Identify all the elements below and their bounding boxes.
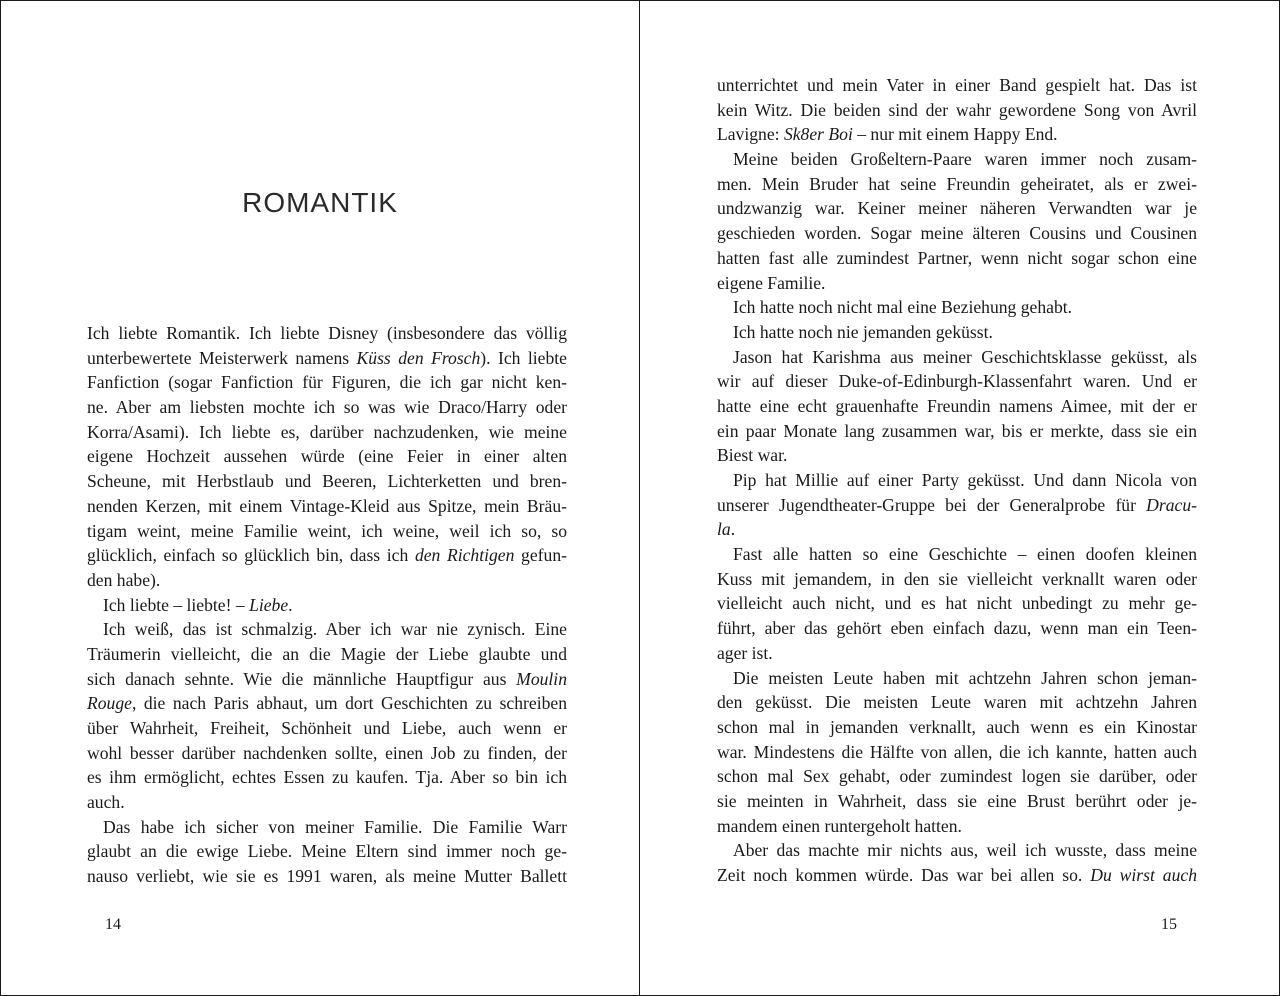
text-line: unterbewertete Meisterwerk namens Küss den Frosch). Ich liebte bbox=[87, 347, 567, 368]
text-line: über Wahrheit, Freiheit, Schönheit und Liebe, auch wenn er bbox=[87, 718, 567, 738]
text-line: Rouge, die nach Paris abhaut, um dort Geschichten zu schreiben bbox=[87, 693, 567, 714]
page-divider bbox=[639, 1, 640, 995]
text-line: Das habe ich sicher von meiner Familie. Die Familie Warr bbox=[103, 816, 567, 837]
text-line: Aber das machte mir nichts aus, weil ich wusste, dass meine bbox=[733, 840, 1197, 861]
text-line: sich danach sehnte. Wie die männliche Hauptfigur aus Moulin bbox=[87, 668, 567, 689]
text-line: Biest war. bbox=[717, 445, 788, 466]
text-line: Fanfiction (sogar Fanfiction für Figuren, die ich gar nicht ken- bbox=[87, 372, 567, 393]
text-line: Träumerin vielleicht, die an die Magie der Liebe glaubte und bbox=[87, 643, 567, 664]
text-line: hatten fast alle zumindest Partner, wenn nicht sogar schon eine bbox=[717, 247, 1197, 268]
text-line: ne. Aber am liebsten mochte ich so was wie Draco/Harry oder bbox=[87, 397, 567, 418]
text-line: eigene Familie. bbox=[717, 272, 826, 293]
text-line: nauso verliebt, wie sie es 1991 waren, als meine Mutter Ballett bbox=[87, 866, 567, 887]
text-line: geschieden worden. Sogar meine älteren Cousins und Cousinen bbox=[717, 223, 1197, 244]
text-line: wohl besser darüber nachdenken sollte, einen Job zu finden, der bbox=[87, 742, 567, 763]
text-line: war. Mindestens die Hälfte von allen, die ich kannte, hatten auch bbox=[717, 741, 1197, 762]
text-line: schon mal in jemanden verknallt, auch wenn es ein Kinostar bbox=[717, 716, 1197, 737]
text-line: men. Mein Bruder hat seine Freundin geheiratet, als er zwei- bbox=[717, 173, 1197, 194]
text-line: unserer Jugendtheater-Gruppe bei der Generalprobe für Dracu- bbox=[717, 494, 1197, 515]
text-line: Lavigne: Sk8er Boi – nur mit einem Happy End. bbox=[717, 124, 1058, 145]
text-line: schon mal Sex gehabt, oder zumindest logen sie darüber, oder bbox=[717, 766, 1197, 787]
chapter-title: ROMANTIK bbox=[242, 187, 398, 218]
text-line: nenden Kerzen, mit einem Vintage-Kleid aus Spitze, mein Bräu- bbox=[87, 495, 567, 516]
text-line: den habe). bbox=[87, 569, 161, 590]
text-line: tigam weint, meine Familie weint, ich weine, weil ich so, so bbox=[87, 520, 567, 541]
text-line: Zeit noch kommen würde. Das war bei allen so. Du wirst auch bbox=[717, 865, 1197, 885]
text-line: glaubt an die ewige Liebe. Meine Eltern sind immer noch ge- bbox=[87, 841, 567, 862]
text-line: Jason hat Karishma aus meiner Geschichtsklasse geküsst, als bbox=[733, 346, 1197, 367]
text-line: undzwanzig war. Keiner meiner näheren Verwandten war je bbox=[717, 198, 1197, 219]
text-line: Korra/Asami). Ich liebte es, darüber nachzudenken, wie meine bbox=[87, 421, 567, 442]
text-line: es ihm ermöglicht, echtes Essen zu kaufen. Tja. Aber so bin ich bbox=[87, 767, 567, 788]
text-line: Meine beiden Großeltern-Paare waren immer noch zusam- bbox=[733, 149, 1197, 170]
text-line: kein Witz. Die beiden sind der wahr gewordene Song von Avril bbox=[717, 99, 1197, 120]
text-line: mandem einen runtergeholt hatten. bbox=[717, 815, 962, 836]
text-line: Fast alle hatten so eine Geschichte – einen doofen kleinen bbox=[733, 544, 1197, 565]
text-line: unterrichtet und mein Vater in einer Band gespielt hat. Das ist bbox=[717, 75, 1197, 95]
text-line: hatte eine echt grauenhafte Freundin namens Aimee, mit der er bbox=[717, 395, 1197, 416]
page-number-right: 15 bbox=[1161, 916, 1177, 933]
text-line: wir auf dieser Duke-of-Edinburgh-Klassenfahrt waren. Und er bbox=[717, 371, 1197, 392]
text-line: führt, aber das gehört eben einfach dazu, wenn man ein Teen- bbox=[717, 618, 1197, 639]
text-line: Kuss mit jemandem, in den sie vielleicht verknallt waren oder bbox=[717, 568, 1197, 589]
right-page-text bbox=[717, 73, 1197, 888]
text-line: Ich liebte – liebte! – Liebe. bbox=[103, 594, 293, 615]
text-line: glücklich, einfach so glücklich bin, dass ich den Richtigen gefun- bbox=[87, 545, 567, 566]
text-line: ein paar Monate lang zusammen war, bis er merkte, dass sie ein bbox=[717, 420, 1197, 441]
text-line: Die meisten Leute haben mit achtzehn Jahren schon jeman- bbox=[733, 667, 1197, 688]
page-number-left: 14 bbox=[105, 916, 121, 933]
text-line: Ich liebte Romantik. Ich liebte Disney (insbesondere das völlig bbox=[87, 323, 567, 343]
text-line: sie meinten in Wahrheit, dass sie eine Brust berührt oder je- bbox=[717, 790, 1197, 811]
text-line: Ich hatte noch nie jemanden geküsst. bbox=[733, 321, 993, 342]
left-page bbox=[1, 1, 639, 995]
text-line: Ich weiß, das ist schmalzig. Aber ich war nie zynisch. Eine bbox=[103, 619, 567, 640]
text-line: Scheune, mit Herbstlaub und Beeren, Lichterketten und bren- bbox=[87, 471, 567, 492]
text-line: auch. bbox=[87, 792, 125, 813]
text-line: vielleicht auch nicht, und es hat nicht unbedingt zu mehr ge- bbox=[717, 593, 1197, 614]
text-line: ager ist. bbox=[717, 642, 773, 663]
text-line: Pip hat Millie auf einer Party geküsst. Und dann Nicola von bbox=[733, 470, 1197, 490]
text-line: den geküsst. Die meisten Leute waren mit achtzehn Jahren bbox=[717, 692, 1197, 713]
text-line: Ich hatte noch nicht mal eine Beziehung gehabt. bbox=[733, 297, 1073, 318]
right-page bbox=[641, 1, 1279, 995]
text-line: la. bbox=[717, 519, 736, 540]
left-page-text bbox=[87, 321, 567, 889]
text-line: eigene Hochzeit aussehen würde (eine Feier in einer alten bbox=[87, 446, 567, 467]
